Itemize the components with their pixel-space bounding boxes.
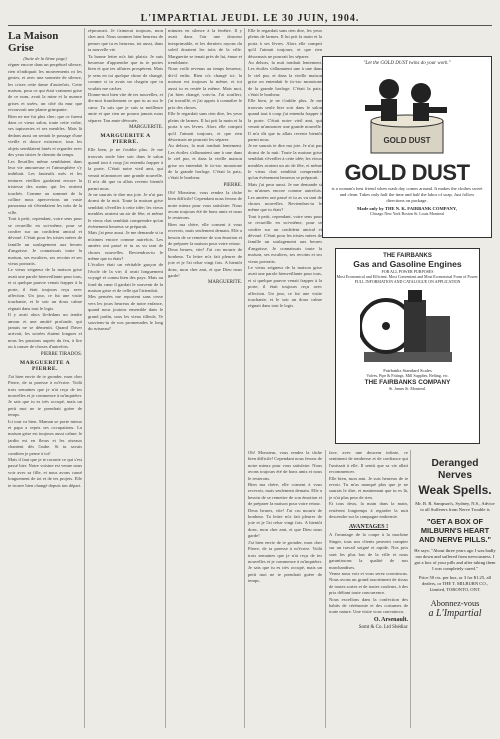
paragraph: Oh! Monsieur, vous rendez la tâche bien difficile! Cependant nous ferons de notre mieux pour vous satisfaire. Nous avons toujours été de bons amis et nous le resterons.: [248, 450, 322, 481]
ad-body: is a woman's best friend when wash day comes around. It makes the clothes sweet and clean. Takes only half the time and half the labor of soap. Just follow directions on package.: [331, 186, 483, 203]
column-5-lower: [329, 450, 408, 728]
article-title: La Maison Grise: [8, 30, 59, 54]
column-3: [168, 28, 242, 728]
paragraph: Les fleurilles même semblaient dans leur vie amoureuse et l'atmosphère s'y imbibait. Les fauteuils usés et les tentures vieillies gardaient encore la tristesse des mains qui les avaient touchés. Comme au sommet de la colline nous apercevions un vaste panorama où s'étendaient les toits de la ville.: [8, 158, 82, 215]
paragraph: Mais j'ai peur aussi. Je me demande si tu m'aimes encore comme autrefois. Les années ont passé et tu as vu tant de choses nouvelles. Reviendras-tu le même que tu étais?: [88, 230, 163, 261]
paragraph: Deux heures, vite! J'ai cru mourir de bonheur. Ta lettre m'a fait pleurer de joie et je l'ai relue vingt fois. A bientôt donc, mon cher ami, et que Dieu nous garde!: [248, 507, 322, 539]
subscribe-paper: a L'Impartial: [428, 608, 482, 619]
paragraph: Elle le regardait sans rien dire, les yeux pleins de larmes. Il lui prit la main et la porta à ses lèvres. Alors elle comprit qu'il l'aimait toujours, et que rien désormais ne pourrait les séparer.: [248, 28, 322, 59]
engine-illustration: [360, 286, 456, 366]
column-separator: [84, 28, 85, 728]
paragraph: réprouvait. Je t'aimerai toujours, mon cher ami. Nous sommes bien heureux de penser que tu es heureux, toi aussi, dans ta nouvelle vie.: [88, 28, 163, 53]
paragraph: Elle le regardait sans rien dire, les yeux pleins de larmes. Il lui prit la main et la porta à ses lèvres. Alors elle comprit qu'il l'aimait toujours, et que rien désormais ne pourrait les séparer.: [168, 111, 242, 142]
paragraph: Deux heures, vite! J'ai cru mourir de bonheur. Ta lettre m'a fait pleurer de joie et je l'ai relue vingt fois. A bientôt donc, mon cher ami, et que Dieu nous garde!: [168, 247, 242, 279]
paragraph: Mes pensées me reportent sans cesse vers les jours heureux de notre enfance, quand nous jouions ensemble dans le grand jardin, sous les vieux tilleuls. Te souviens-tu de nos promenades le long du ruisseau?: [88, 294, 163, 332]
ad-callout: "GET A BOX OF MILBURN'S HEART AND NERVE PILLS.": [419, 517, 491, 544]
ad-line: Most Economical and Efficient. Most Convenient and Most Economical Form of Power.: [336, 274, 479, 279]
ad-intro: Mr. R. R. Sampson's, Sydney, N.S., Advice to all Sufferers from Nerve Trouble is: [415, 501, 495, 512]
paragraph: J'ai bien envie de te gronder, mon cher Pierre, de ta paresse à m'écrire. Voilà trois semaines que je n'ai reçu de tes nouvelles et je commence à m'inquiéter. Je sais que tu es très occupé, mais un petit mot ne te prendrait guère de temps.: [8, 373, 82, 418]
paragraph: Mais il faut que je te raconte ce qui s'est passé hier. Notre voisine est venue nous voir avec sa fille, et nous avons causé longuement de toi et de tes projets. Elle te trouve bien changé depuis ton départ.: [8, 456, 82, 488]
ad-body: He says: "About three years ago I was badly run down and suffered from nervousness. I got a box of your pills and after taking them I was completely cured.": [414, 548, 496, 571]
paragraph: Le vieux seigneur de la maison grise avait une parole bienveillante pour tous, et si quelque pauvre venait frapper à la porte, il était toujours reçu avec affection. Un jour, ce fut une visite touchante, et le soir un doux calme régnait dans tout le logis.: [8, 267, 82, 311]
paragraph: Et tous deux, la main dans la main, restèrent longtemps à regarder la nuit descendre sur la campagne endormie.: [329, 501, 408, 520]
paragraph: Elle bien, je ne t'oublie plus. Je me trouvais seule hier soir dans le salon quand tout à coup j'ai entendu frapper à la porte. C'était notre vieil ami, qui venait m'annoncer une grande nouvelle. Il m'a dit que tu allais revenir bientôt parmi nous.: [88, 147, 163, 191]
column-4-upper: [248, 28, 322, 448]
paragraph: Oh! Monsieur, vous rendez la tâche bien difficile! Cependant nous ferons de notre mieux pour vous satisfaire. Nous avons toujours été de bons amis et nous le resterons.: [168, 189, 242, 221]
ad-line: THE FAIRBANKS: [383, 253, 432, 259]
paragraph: Au dehors, la nuit tombait lentement. Les étoiles s'allumaient une à une dans le ciel pur, et dans la vieille maison grise on entendait le tic-tac monotone de la grande horloge. C'était la paix, c'était le bonheur.: [168, 143, 242, 181]
paragraph: J'ai bien envie de te gronder, mon cher Pierre, de ta paresse à m'écrire. Voilà trois semaines que je n'ai reçu de tes nouvelles et je commence à m'inquiéter. Je sais que tu es très occupé, mais un petit mot ne te prendrait guère de temps.: [248, 539, 322, 584]
column-separator: [410, 450, 411, 728]
column-1: [8, 28, 82, 728]
ad-line: FOR ALL POWER PURPOSES: [381, 269, 434, 274]
gold-dust-ad: [322, 56, 492, 238]
paragraph: Elle bien, mon ami. Je suis heureux de te revoir. Tu m'as manqué plus que je ne saurais le dire, et maintenant que tu es là, je n'ai plus peur de rien.: [329, 475, 408, 500]
masthead-rule: [8, 25, 492, 26]
ad-company: THE FAIRBANKS COMPANY: [364, 379, 451, 386]
ad-footer: Valves, Pipe & Fittings. Mill Supplies, Belting, etc.: [366, 373, 449, 378]
ad-tagline: "Let the GOLD DUST twins do your work.": [363, 61, 451, 66]
ad-price: Price 50 cts. per box, or 3 for $1.25, all dealers, or THE T. MILBURN CO., Limited, TORONTO, ONT.: [418, 575, 492, 592]
paragraph: Ici tout va bien. Maman se porte mieux et papa a repris ses occupations. La maison grise est toujours aussi calme; le jardin est en fleurs et les oiseaux chantent dès l'aube. Si tu savais combien je pense à toi!: [8, 418, 82, 456]
paragraph: Mais j'ai peur aussi. Je me demande si tu m'aimes encore comme autrefois. Les années ont passé et tu as vu tant de choses nouvelles. Reviendras-tu le même que tu étais?: [248, 181, 322, 213]
paragraph: Venez nous voir et vous serez convaincus. Nous avons un grand assortiment de tissus de toutes sortes et de toutes couleurs, à des prix défiant toute concurrence.: [329, 570, 408, 596]
column-2: [88, 28, 163, 728]
paragraph: Tout à petit, cependant, votre sens pour se recueillir en soi-même, pour se confier sur un confident amical et dévoué. C'était pour les tristes mères de famille un soulagement aux heures d'angoisse. Je connaissais toute la maison, ses escaliers, ses recoins et ses vieux portraits.: [8, 216, 82, 266]
tub-label: GOLD DUST: [383, 136, 431, 145]
paragraph: Nous excellons dans la confection des habits de cérémonie et des costumes de toute nature. Une visite vous convaincra.: [329, 596, 408, 615]
section-heading: MARGUERITE A PIERRE.: [100, 133, 151, 146]
ad-cities: Chicago New York Boston St. Louis Montreal: [370, 211, 444, 216]
signature-line: Somt & Co. Ltd Shédiac: [358, 624, 408, 630]
paragraph: face, avec une douceur infinie, ce sentiment de tendresse et de confiance qui l'unissait à elle. Il sentit que sa vie allait recommencer.: [329, 450, 408, 475]
paragraph: Donne-moi bien vite de tes nouvelles, et dis-moi franchement ce que tu as sur le cœur. Tu sais que je suis ta meilleure amie et que rien ne pourra jamais nous séparer. Ton amie dévouée,: [88, 92, 163, 123]
paragraph: Je ne saurais te dire ma joie. Je n'ai pas dormi de la nuit. Toute la maison grise semblait s'éveiller à cette idée; les vieux meubles avaient un air de fête, et même le vieux chat semblait comprendre qu'un événement heureux se préparait.: [88, 191, 163, 229]
paragraph: Bien ma chère, elle consent à vous recevoir, mais seulement demain. Elle a besoin de se remettre de son émotion et de préparer la maison pour votre retour.: [248, 482, 322, 507]
paragraph: Au dehors, la nuit tombait lentement. Les étoiles s'allumaient une à une dans le ciel pur, et dans la vieille maison grise on entendait le tic-tac monotone de la grande horloge. C'était la paix, c'était le bonheur.: [248, 60, 322, 98]
column-separator: [325, 450, 326, 728]
ad-address: St. James St. Montreal.: [388, 386, 427, 391]
section-heading: MARGUERITE A PIERRE.: [19, 359, 71, 372]
ad-line: FULL INFORMATION AND CATALOGUE ON APPLICATION: [354, 279, 461, 284]
paragraph: minutes en silence à la fenêtre. Il y avait dans l'air une douceur inexprimable, et les derniers rayons du soleil doraient les toits de la ville. Marguerite se tenait près de lui, émue et tremblante.: [168, 28, 242, 66]
subscribe-text: Abonnez-vous: [430, 599, 480, 608]
milburn-pills-ad: [414, 458, 496, 728]
signature: O. Arsenault.: [373, 616, 408, 623]
ad-footer: Fairbanks Standard Scales: [383, 368, 432, 373]
paragraph: Ta bonne lettre m'a fait plaisir. Je suis heureuse d'apprendre que tu te portes bien et que tes affaires prospèrent. Mais je sens en toi quelque chose de changé, comme si tu avais un chagrin que tu voulais me cacher.: [88, 53, 163, 91]
column-separator: [165, 28, 166, 728]
paragraph: Tout à petit, cependant, votre sens pour se recueillir en soi-même, pour se confier sur un confident amical et dévoué. C'était pour les tristes mères de famille un soulagement aux heures d'angoisse. Je connaissais toute la maison, ses escaliers, ses recoins et ses vieux portraits.: [248, 213, 322, 264]
paragraph: Je ne saurais te dire ma joie. Je n'ai pas dormi de la nuit. Toute la maison grise semblait s'éveiller à cette idée; les vieux meubles avaient un air de fête, et même le vieux chat semblait comprendre qu'un événement heureux se préparait.: [248, 143, 322, 181]
paragraph: Bien ma chère, elle consent à vous recevoir, mais seulement demain. Elle a besoin de se remettre de son émotion et de préparer la maison pour votre retour.: [168, 221, 242, 246]
advantages-heading: AVANTAGES !: [348, 524, 389, 531]
paragraph: Nous voilà revenus au temps heureux, dit-il enfin. Rien n'a changé ici; la maison est toujours la même, et toi aussi tu es restée la même. Mais moi, j'ai bien changé, vois-tu. J'ai souffert, j'ai travaillé, et j'ai appris à connaître le prix des choses.: [168, 66, 242, 110]
paragraph: Il y avait alors là-dedans un tendre amour et une amitié profonde, qui jamais ne se démentit. Quand l'hiver arrivait, les soirées étaient longues et nous les passions auprès du feu, à lire ou à causer de choses d'autrefois.: [8, 312, 82, 350]
gold-dust-twins-illustration: [357, 71, 457, 157]
ad-maker: Made only by THE N. K. FAIRBANK COMPANY,: [357, 206, 457, 211]
signature: MARGUERITE.: [128, 125, 163, 131]
ad-headline: Deranged Nerves: [431, 458, 479, 481]
signature: PIERRE.: [223, 182, 242, 188]
fairbanks-engines-ad: [335, 248, 480, 444]
paragraph: A l'avantage de la coupe à la machine Singer, tous nos clients peuvent compter sur un travail soigné et rapide. Nos prix sont les plus bas de la ville et nous garantissons la qualité de nos marchandises.: [329, 532, 408, 570]
ad-headline: Gas and Gasoline Engines: [353, 259, 462, 269]
article-subtitle: (Suite de la 6ème page): [23, 56, 67, 61]
paragraph: Rien ne me fut plus cher; que ce furent dans ce vieux salon, toute cette voûte, ses tapisseries et ses meubles. Mais là dedans aussi on sentait le passage d'une vieille et douce existence; tous les objets semblaient fanés et regarder avec des yeux tristes le chemin du temps.: [8, 113, 82, 158]
paragraph: L'écolier était un véritable garçon de l'école de la vie; il avait longuement voyagé et connu bien des pays. Mais au fond du cœur il gardait le souvenir de la maison grise et de celle qui l'attendait.: [88, 262, 163, 294]
signature: MARGUERITE.: [207, 280, 242, 286]
paragraph: Elle bien, je ne t'oublie plus. Je me trouvais seule hier soir dans le salon quand tout à coup j'ai entendu frapper à la porte. C'était notre vieil ami, qui venait m'annoncer une grande nouvelle. Il m'a dit que tu allais revenir bientôt parmi nous.: [248, 98, 322, 142]
column-4-lower: [248, 450, 322, 728]
paragraph: Le vieux seigneur de la maison grise avait une parole bienveillante pour tous, et si quelque pauvre venait frapper à la porte, il était toujours reçu avec affection. Un jour, ce fut une visite touchante, et le soir un doux calme régnait dans tout le logis.: [248, 265, 322, 309]
ad-subheadline: Weak Spells.: [418, 483, 492, 497]
signature: PIERRE TIRADOS.: [40, 351, 82, 357]
gold-dust-brand: GOLD DUST: [344, 160, 470, 185]
paragraph: régner encore dans un perpétuel silence, rien n'indiquait les mouvements ni les gestes, et avec une sonnerie de silence, les crises cette dame d'autrefois. Cette maison, pour ce qui était vraiment grise de ce nom, avait la mine et la nuance grises et usées, un côté du mur que recouvrait une plante grimpante.: [8, 62, 82, 113]
masthead: L'IMPARTIAL JEUDI. LE 30 JUIN, 1904.: [140, 13, 360, 24]
column-separator: [244, 28, 245, 728]
